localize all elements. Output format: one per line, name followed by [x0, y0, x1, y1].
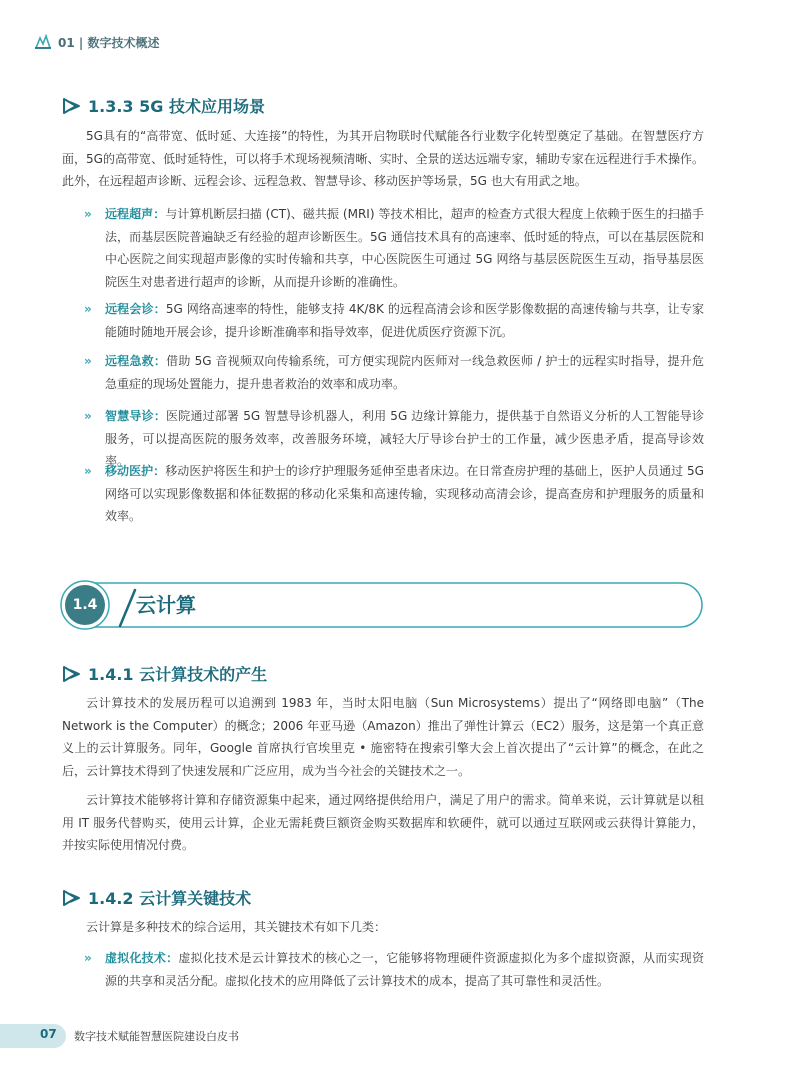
bullet-term: 远程急救：	[105, 354, 167, 368]
intro-paragraph: 5G具有的“高带宽、低时延、大连接”的特性，为其开启物联时代赋能各行业数字化转型奠定了基础。在智慧医疗方面，5G的高带宽、低时延特性，可以将手术现场视频清晰、实时、全景的送达远端专家，辅助专家在远程进行手术操作。此外，在远程超声诊断、远程会诊、远程急救、智慧导诊、移动医护等场景，5G 也大有用武之地。	[62, 129, 704, 188]
heading-1-3-3	[62, 94, 265, 117]
bullet-text: 虚拟化技术是云计算技术的核心之一，它能够将物理硬件资源虚拟化为多个虚拟资源，从而实现资源的共享和灵活分配。虚拟化技术的应用降低了云计算技术的成本，提高了其可靠性和灵活性。	[105, 951, 704, 988]
bullet-mark: »	[84, 951, 92, 965]
header-text: 01 | 数字技术概述	[58, 35, 160, 50]
bullet-mark: »	[84, 207, 92, 221]
heading-text: 1.3.3 5G 技术应用场景	[88, 97, 265, 116]
bullet-text: 5G 网络高速率的特性，能够支持 4K/8K 的远程高清会诊和医学影像数据的高速传输与共享，让专家能随时随地开展会诊，提升诊断准确率和指导效率，促进优质医疗资源下沉。	[105, 302, 704, 339]
bullet-mark: »	[84, 302, 92, 316]
play-arrow-icon	[62, 665, 82, 683]
bullet-mark: »	[84, 464, 92, 478]
list-item	[80, 350, 704, 395]
heading-text: 1.4.1 云计算技术的产生	[88, 665, 268, 684]
heading-1-4-2	[62, 886, 251, 909]
heading-1-4-1	[62, 662, 267, 685]
bullet-text: 与计算机断层扫描 (CT)、磁共振 (MRI) 等技术相比，超声的检查方式很大程度上依赖于医生的扫描手法，而基层医院普遍缺乏有经验的超声诊断医生。5G 通信技术具有的高速率、低时延的特点，可以在基层医院和中心医院之间实现超声影像的实时传输和共享，中心医院医生可通过 5G 网络与基层医院医生互动，指导基层医院医生对患者进行超声的诊断，从而提升诊断的准确性。	[105, 207, 704, 289]
section-banner	[60, 580, 705, 630]
bullet-mark: »	[84, 354, 92, 368]
play-arrow-icon	[62, 889, 82, 907]
bullet-term: 智慧导诊：	[105, 409, 167, 423]
logo-icon	[34, 34, 52, 50]
paragraph: 云计算是多种技术的综合运用，其关键技术有如下几类：	[86, 920, 387, 934]
list-item	[80, 203, 704, 293]
footer-title: 数字技术赋能智慧医院建设白皮书	[74, 1030, 239, 1043]
running-header	[34, 30, 159, 54]
list-item	[80, 298, 704, 343]
bullet-text: 借助 5G 音视频双向传输系统，可方便实现院内医师对一线急救医师 / 护士的远程实时指导，提升危急重症的现场处置能力，提升患者救治的效率和成功率。	[105, 354, 704, 391]
bullet-mark: »	[84, 409, 92, 423]
page-footer	[0, 1024, 793, 1048]
bullet-text: 移动医护将医生和护士的诊疗护理服务延伸至患者床边。在日常查房护理的基础上，医护人员通过 5G 网络可以实现影像数据和体征数据的移动化采集和高速传输，实现移动高清会诊，提高查房和护理服务的质量和效率。	[105, 464, 704, 523]
paragraph: 云计算技术的发展历程可以追溯到 1983 年，当时太阳电脑（Sun Microsystems）提出了“网络即电脑”（The Network is the Computer）的概念；2006 年亚马逊（Amazon）推出了弹性计算云（EC2）服务，这是第一个真正意义上的云计算服务。同年，Google 首席执行官埃里克 • 施密特在搜索引擎大会上首次提出了“云计算”的概念，在此之后，云计算技术得到了快速发展和广泛应用，成为当今社会的关键技术之一。	[62, 696, 704, 778]
heading-text: 1.4.2 云计算关键技术	[88, 889, 252, 908]
bullet-term: 远程会诊：	[105, 302, 166, 316]
bullet-term: 虚拟化技术：	[105, 951, 179, 965]
bullet-text: 医院通过部署 5G 智慧导诊机器人，利用 5G 边缘计算能力，提供基于自然语义分析的人工智能导诊服务，可以提高医院的服务效率，改善服务环境，减轻大厅导诊台护士的工作量，减少医患矛盾，提高导诊效率。	[105, 409, 704, 468]
bullet-term: 移动医护：	[105, 464, 166, 478]
paragraph: 云计算技术能够将计算和存储资源集中起来，通过网络提供给用户，满足了用户的需求。简单来说，云计算就是以租用 IT 服务代替购买，使用云计算，企业无需耗费巨额资金购买数据库和软硬件，就可以通过互联网或云获得计算能力，并按实际使用情况付费。	[62, 793, 704, 852]
list-item	[80, 947, 704, 992]
list-item	[80, 460, 704, 528]
page-number: 07	[40, 1027, 57, 1041]
play-arrow-icon	[62, 97, 82, 115]
bullet-term: 远程超声：	[105, 207, 166, 221]
section-title: 云计算	[136, 593, 196, 617]
section-number: 1.4	[72, 597, 98, 613]
